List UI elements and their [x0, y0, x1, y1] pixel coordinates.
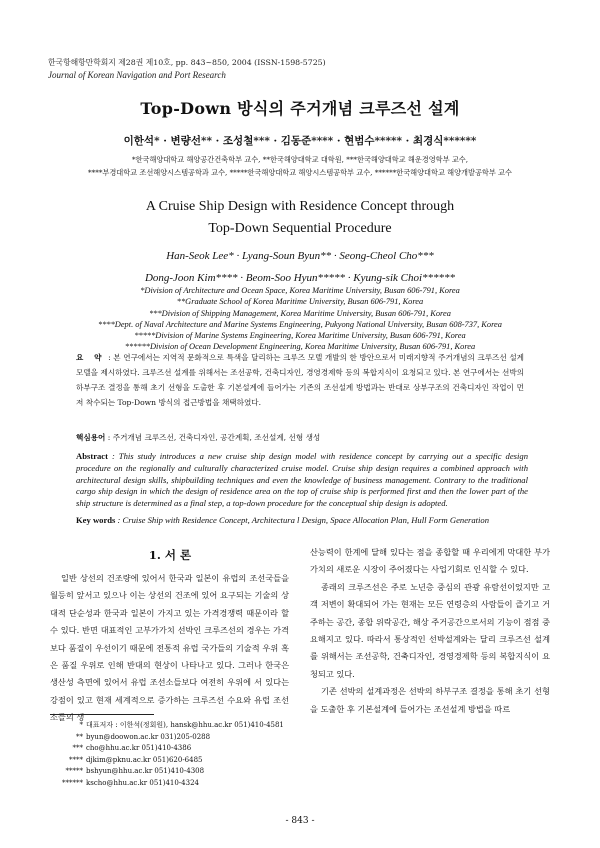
body-paragraph: 산능력이 한계에 달해 있다는 점을 종합할 때 우리에게 막대한 부가가치의 새로운 시장이 주어졌다는 사업기회로 인식할 수 있다.: [310, 547, 550, 575]
footnote-text: byun@doowon.ac.kr 031)205-0288: [86, 732, 211, 741]
footnote-text: 대표저자 : 이한석(정회원), hansk@hhu.ac.kr 051)410-4581: [86, 721, 284, 729]
footnote-mark: ******: [62, 778, 83, 787]
keywords-korean-label: 핵심용어: [76, 433, 106, 442]
body-left-column: [50, 570, 289, 727]
page-number: - 843 -: [285, 816, 315, 826]
paper-title-english: [0, 196, 600, 240]
footnote: [50, 766, 284, 778]
authors-english: [0, 245, 600, 289]
journal-info: 한국항해항만학회지 제28권 제10호, pp. 843~850, 2004 (ISSN-1598-5725): [48, 58, 326, 67]
keywords-english-label: Key words: [76, 515, 116, 525]
abstract-korean-text: : 본 연구에서는 지역적 문화적으로 특색을 달리하는 크루즈 모델 개발의 한 방안으로서 미래지향적 주거개념의 크루즈선 설계모델을 제시하였다. 크루즈선 설계를 위해서는 조선공학, 건축디자인, 경영경제학 등의 복합지식이 요청되고 있다. 본 연구에서는 선박의 하부구조 결정을 통해 초기 선형을 도출한 후 기본설계에 들어가는 기존의 조선설계 방법과는 반대로 상부구조의 건축디자인 작업이 먼저 착수되는 Top-Down 방식의 접근방법을 채택하였다.: [76, 353, 524, 407]
footnote-mark: *****: [65, 767, 83, 776]
affiliation-line: ******Division of Ocean Development Engineering, Korea Maritime University, Busan 606-791, Korea: [124, 342, 476, 352]
footnote-mark: ***: [72, 744, 83, 753]
journal-name: Journal of Korean Navigation and Port Research: [48, 70, 226, 80]
footnote: [50, 720, 284, 732]
title-line: A Cruise Ship Design with Residence Concept through: [145, 199, 455, 214]
body-paragraph: 일반 상선의 건조량에 있어서 한국과 일본이 유럽의 조선국들을 월등히 앞서고 있으나 이는 상선의 건조에 있어 요구되는 기술의 상대적 단순성과 한국과 일본이 가지고 있는 가격경쟁력 때문이라 할 수 있다. 반면 대표적인 고부가가치 선박인 크루즈선의 경우는 가격보다 품질이 우선이기 때문에 전통적 유럽 국가들의 기술적 우위 혹은 품질 우위로 인해 반대의 현상이 나타나고 있다. 그러나 한국은 생산성 측면에 있어서 유럽 조선소들보다 여전히 우위에 서 있다는 강점이 있고 현재 세계적으로 증가하는 크루즈선 수요와 유럽 조선소들의 생: [50, 573, 289, 723]
body-right-column: [310, 544, 550, 718]
author-line: Han-Seok Lee* · Lyang-Soun Byun** · Seong-Cheol Cho***: [166, 250, 434, 262]
affiliation-line: *한국해양대학교 해양공간건축학부 교수, **한국해양대학교 대학원, ***한국해양대학교 해운경영학부 교수,: [131, 155, 469, 164]
footnote-text: djkim@pknu.ac.kr 051)620-6485: [86, 755, 203, 764]
affiliations-korean: [30, 153, 570, 179]
footnote-mark: **: [76, 732, 83, 741]
footnote-mark: ****: [69, 755, 83, 764]
keywords-korean: [76, 432, 524, 443]
abstract-korean-label: 요 약: [76, 353, 106, 362]
author-line: Dong-Joon Kim**** · Beom-Soo Hyun***** · Kyung-sik Choi******: [144, 272, 456, 284]
affiliation-line: *Division of Architecture and Ocean Space, Korea Maritime University, Busan 606-791, Korea: [140, 286, 460, 295]
abstract-korean: [76, 350, 524, 410]
footnote: [50, 743, 284, 755]
footnote: [50, 732, 284, 744]
footnote-text: bshyun@hhu.ac.kr 051)410-4308: [86, 767, 205, 776]
body-paragraph: 종래의 크루즈선은 주로 노년층 중심의 관광 유람선이었지만 고객 저변이 확대되어 가는 현재는 모든 연령층의 사람들이 즐기고 거주하는 공간, 종합 위락공간, 해상 주거공간으로서의 기능이 점점 중요해지고 있다. 따라서 통상적인 선박설계와는 달리 크루즈선 설계를 위해서는 조선공학, 건축디자인, 경영경제학 등의 복합지식이 요청되고 있다.: [310, 581, 550, 679]
section-heading: 1. 서 론: [148, 548, 192, 562]
keywords-english-text: : Cruise Ship with Residence Concept, Architectura l Design, Space Allocation Plan, Hull Form Generation: [117, 515, 490, 525]
footnotes: [50, 720, 284, 790]
footnote-mark: *: [79, 721, 83, 729]
footnote-text: kscho@hhu.ac.kr 051)410-4324: [86, 778, 199, 787]
footnote-divider: [50, 714, 154, 715]
affiliation-line: **Graduate School of Korea Maritime University, Busan 606-791, Korea: [176, 297, 424, 307]
footnote: [50, 778, 284, 790]
affiliation-line: ****Dept. of Naval Architecture and Marine Systems Engineering, Pukyong National University, Busan 608-737, Korea: [98, 319, 502, 329]
abstract-english-text: : This study introduces a new cruise ship design model with residence concept by carrying out a specific design procedure on the regionally and culturally characterized cruise model. Cruise ship design requires a combined approach with architectural design skills, shipbuilding techniques and even the knowledge of business management. Contrary to the traditional cargo ship design in which the design of residence area on the top of cruise ship is performed first and then the lower part of the ship structure is determined as a final step, a top-down procedure for the conceptual ship design is adopted.: [76, 451, 528, 509]
keywords-korean-text: : 주거개념 크루즈선, 건축디자인, 공간계획, 조선설계, 선형 생성: [107, 433, 321, 442]
footnote-text: cho@hhu.ac.kr 051)410-4386: [86, 744, 192, 753]
abstract-english: [76, 451, 528, 510]
authors-korean: 이한석* · 변량선** · 조성철*** · 김동준**** · 현범수***** · 최경식******: [123, 135, 477, 147]
journal-header: [48, 57, 326, 81]
title-line: Top-Down Sequential Procedure: [208, 221, 392, 236]
footnote: [50, 755, 284, 767]
paper-title-korean: Top-Down 방식의 주거개념 크루즈선 설계: [140, 99, 460, 118]
affiliation-line: *****Division of Marine Systems Engineering, Korea Maritime University, Busan 606-791, Korea: [134, 331, 466, 341]
body-paragraph: 기존 선박의 설계과정은 선박의 하부구조 결정을 통해 초기 선형을 도출한 후 기본설계에 들어가는 조선설계 방법을 따르: [310, 686, 550, 714]
affiliation-line: ***Division of Shipping Management, Korea Maritime University, Busan 606-791, Korea: [149, 308, 451, 318]
keywords-english: [76, 515, 528, 525]
abstract-english-label: Abstract: [76, 451, 108, 461]
affiliation-line: ****부경대학교 조선해양시스템공학과 교수, *****한국해양대학교 해양시스템공학부 교수, ******한국해양대학교 해양개발공학부 교수: [88, 168, 512, 177]
affiliations-english: [40, 285, 560, 353]
